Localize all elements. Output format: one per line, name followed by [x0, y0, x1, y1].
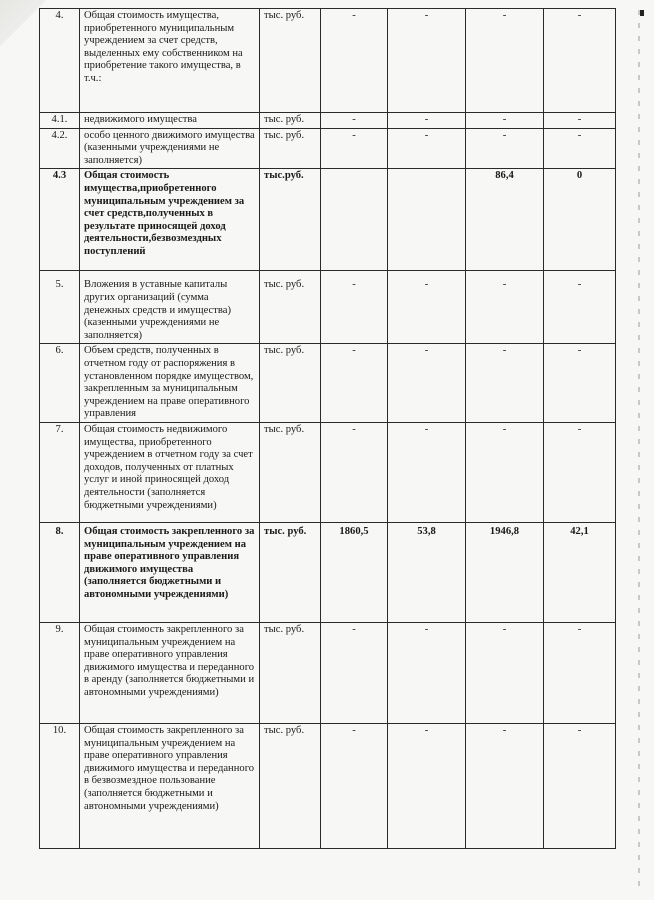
row-unit: тыс. руб. [260, 344, 321, 423]
table-row [40, 522, 616, 622]
property-report-table [39, 8, 616, 849]
row-value-1: 1860,5 [321, 522, 388, 622]
scan-edge-marks [638, 10, 640, 890]
row-value-2: - [388, 9, 466, 113]
row-description: Объем средств, полученных в отчетном году от распоряжения в установленном порядке имуществом, закрепленным за муниципальным учреждением на праве оперативного управления [80, 344, 260, 423]
row-value-4: - [544, 113, 616, 129]
row-number: 4. [40, 9, 80, 113]
row-value-1: - [321, 271, 388, 344]
row-value-3: 86,4 [466, 169, 544, 271]
row-value-4: 42,1 [544, 522, 616, 622]
row-unit: тыс. руб. [260, 9, 321, 113]
row-value-2: - [388, 622, 466, 723]
row-value-3: - [466, 723, 544, 848]
row-value-2: - [388, 113, 466, 129]
row-value-1 [321, 169, 388, 271]
row-value-2: - [388, 271, 466, 344]
row-value-1: - [321, 9, 388, 113]
row-number: 7. [40, 422, 80, 522]
row-number: 10. [40, 723, 80, 848]
row-description: особо ценного движимого имущества (казенными учреждениями не заполняется) [80, 128, 260, 169]
row-value-2: - [388, 422, 466, 522]
row-number: 6. [40, 344, 80, 423]
table-row [40, 271, 616, 344]
table-row [40, 113, 616, 129]
row-value-2: - [388, 723, 466, 848]
row-description: Общая стоимость имущества,приобретенного муниципальным учреждением за счет средств,полученных в результате приносящей доход деятельности,безвозмездных поступлений [80, 169, 260, 271]
row-value-4: - [544, 271, 616, 344]
row-value-4: - [544, 9, 616, 113]
row-description: Общая стоимость закрепленного за муниципальным учреждением на праве оперативного управления движимого имущества и переданного в аренду (заполняется бюджетными и автономными учреждениями) [80, 622, 260, 723]
table-row [40, 128, 616, 169]
row-number: 4.1. [40, 113, 80, 129]
row-value-3: - [466, 271, 544, 344]
row-value-1: - [321, 422, 388, 522]
table-row [40, 622, 616, 723]
row-value-3: - [466, 422, 544, 522]
row-value-2 [388, 169, 466, 271]
row-unit: тыс.руб. [260, 169, 321, 271]
row-unit: тыс. руб. [260, 113, 321, 129]
row-value-4: - [544, 622, 616, 723]
table-row [40, 723, 616, 848]
row-unit: тыс. руб. [260, 522, 321, 622]
row-value-3: - [466, 128, 544, 169]
row-value-1: - [321, 622, 388, 723]
row-number: 4.2. [40, 128, 80, 169]
row-value-1: - [321, 113, 388, 129]
row-value-4: 0 [544, 169, 616, 271]
row-description: Общая стоимость имущества, приобретенного муниципальным учреждением за счет средств, выделенных ему собственником на приобретение такого имущества, в т.ч.: [80, 9, 260, 113]
table-row [40, 169, 616, 271]
table-row [40, 422, 616, 522]
row-unit: тыс. руб. [260, 723, 321, 848]
row-description: Общая стоимость закрепленного за муниципальным учреждением на праве оперативного управления движимого имущества (заполняется бюджетными и автономными учреждениями) [80, 522, 260, 622]
row-description: Общая стоимость закрепленного за муниципальным учреждением на праве оперативного управления движимого имущества и переданного в безвозмездное пользование (заполняется бюджетными и автономными учреждениями) [80, 723, 260, 848]
row-value-3: - [466, 113, 544, 129]
scan-edge-dot [640, 10, 644, 16]
row-unit: тыс. руб. [260, 422, 321, 522]
row-number: 9. [40, 622, 80, 723]
row-value-4: - [544, 723, 616, 848]
table-row [40, 9, 616, 113]
row-description: недвижимого имущества [80, 113, 260, 129]
row-number: 5. [40, 271, 80, 344]
row-value-4: - [544, 422, 616, 522]
row-number: 8. [40, 522, 80, 622]
row-description: Общая стоимость недвижимого имущества, приобретенного учреждением в отчетном году за счет доходов, полученных от платных услуг и иной приносящей доход деятельности (заполняется бюджетными учреждениями) [80, 422, 260, 522]
row-value-2: 53,8 [388, 522, 466, 622]
row-value-3: - [466, 622, 544, 723]
row-value-2: - [388, 128, 466, 169]
row-unit: тыс. руб. [260, 622, 321, 723]
row-value-1: - [321, 128, 388, 169]
row-unit: тыс. руб. [260, 128, 321, 169]
row-number: 4.3 [40, 169, 80, 271]
row-value-3: - [466, 344, 544, 423]
row-value-1: - [321, 344, 388, 423]
table-row [40, 344, 616, 423]
row-value-4: - [544, 344, 616, 423]
row-value-2: - [388, 344, 466, 423]
row-value-4: - [544, 128, 616, 169]
row-unit: тыс. руб. [260, 271, 321, 344]
row-description: Вложения в уставные капиталы других организаций (сумма денежных средств и имущества) (казенными учреждениями не заполняется) [80, 271, 260, 344]
row-value-1: - [321, 723, 388, 848]
row-value-3: - [466, 9, 544, 113]
row-value-3: 1946,8 [466, 522, 544, 622]
